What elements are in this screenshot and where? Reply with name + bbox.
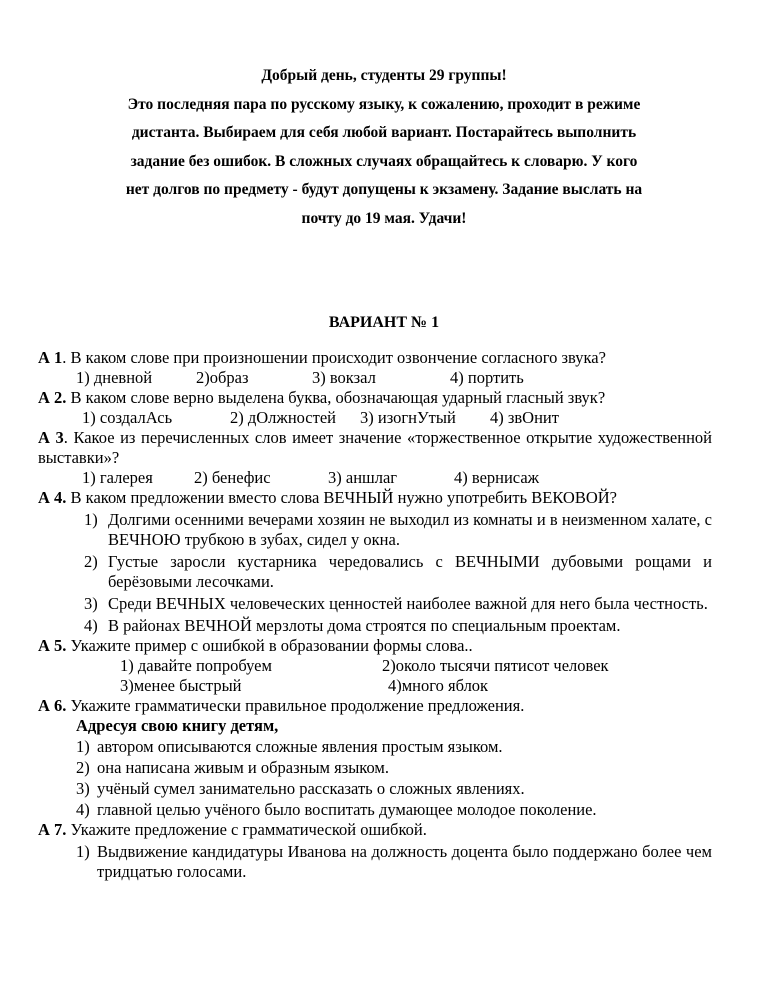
answer-number: 2) bbox=[84, 552, 98, 571]
answer-option: 3)менее быстрый bbox=[120, 676, 242, 695]
question-text: Укажите пример с ошибкой в образовании формы слова.. bbox=[66, 636, 473, 655]
question-a5 bbox=[38, 636, 712, 656]
answer-options bbox=[38, 368, 712, 388]
answer-option: 3) вокзал bbox=[312, 368, 376, 387]
answer-options bbox=[38, 468, 712, 488]
answer-text: В районах ВЕЧНОЙ мерзлоты дома строятся по специальным проектам. bbox=[108, 616, 621, 635]
question-a3 bbox=[38, 428, 712, 468]
answer-options bbox=[38, 656, 712, 676]
answer-option: 1) дневной bbox=[76, 368, 153, 387]
question-a7 bbox=[38, 820, 712, 840]
answer-text: Выдвижение кандидатуры Иванова на должность доцента было поддержано более чем тридцатью голосами. bbox=[97, 842, 712, 881]
intro-line: Добрый день, студенты 29 группы! bbox=[261, 67, 507, 84]
question-a2 bbox=[38, 388, 712, 408]
answer-option: 2)около тысячи пятисот человек bbox=[382, 656, 609, 675]
answer-number: 1) bbox=[84, 510, 98, 529]
answer-option: 4) вернисаж bbox=[454, 468, 540, 487]
answer-number: 2) bbox=[76, 758, 90, 777]
question-a1 bbox=[38, 348, 712, 368]
answer-option: 3) аншлаг bbox=[328, 468, 398, 487]
answer-number: 1) bbox=[76, 737, 90, 756]
answer-options bbox=[38, 676, 712, 696]
answer-text: главной целью учёного было воспитать думающее молодое поколение. bbox=[97, 800, 597, 819]
answer-text: она написана живым и образным языком. bbox=[97, 758, 389, 777]
intro-message bbox=[60, 62, 708, 233]
answer-option: 3) изогнУтый bbox=[360, 408, 456, 427]
intro-line: Это последняя пара по русскому языку, к сожалению, проходит в режиме bbox=[127, 95, 641, 113]
question-label: А 2. bbox=[38, 388, 67, 407]
question-text: Укажите предложение с грамматической ошибкой. bbox=[66, 820, 427, 839]
answer-option: 4) портить bbox=[450, 368, 524, 387]
answer-item bbox=[38, 737, 712, 757]
answer-text: Густые заросли кустарника чередовались с ВЕЧНЫМИ дубовыми рощами и берёзовыми лесочками. bbox=[108, 552, 712, 591]
answer-item bbox=[38, 594, 712, 614]
answer-item bbox=[38, 800, 712, 820]
answer-text: автором описываются сложные явления простым языком. bbox=[97, 737, 503, 756]
intro-line: почту до 19 мая. Удачи! bbox=[301, 209, 467, 227]
question-label: А 4. bbox=[38, 488, 67, 507]
answer-item bbox=[38, 758, 712, 778]
answer-item bbox=[38, 552, 712, 592]
answer-option: 1) галерея bbox=[82, 468, 153, 487]
answer-text: учёный сумел занимательно рассказать о сложных явлениях. bbox=[97, 779, 525, 798]
answer-number: 3) bbox=[76, 779, 90, 798]
question-text: В каком предложении вместо слова ВЕЧНЫЙ нужно употребить ВЕКОВОЙ? bbox=[66, 488, 617, 507]
answer-item bbox=[38, 616, 712, 636]
answer-option: 2) бенефис bbox=[194, 468, 271, 487]
answer-number: 1) bbox=[76, 842, 90, 861]
answer-number: 3) bbox=[84, 594, 98, 613]
answer-text: Среди ВЕЧНЫХ человеческих ценностей наиболее важной для него была честность. bbox=[108, 594, 708, 613]
answer-option: 1) создалАсь bbox=[82, 408, 173, 427]
answer-option: 2)образ bbox=[196, 368, 249, 387]
question-label: А 7. bbox=[38, 820, 67, 839]
variant-title: ВАРИАНТ № 1 bbox=[328, 314, 440, 331]
question-a4 bbox=[38, 488, 712, 508]
intro-line: дистанта. Выбираем для себя любой вариант. Постарайтесь выполнить bbox=[131, 124, 637, 141]
question-a6 bbox=[38, 696, 712, 716]
question-text: . В каком слове при произношении происходит озвончение согласного звука? bbox=[62, 348, 606, 367]
answer-option: 2) дОлжностей bbox=[230, 408, 336, 427]
answer-option: 4) звОнит bbox=[490, 408, 559, 427]
question-text: В каком слове верно выделена буква, обозначающая ударный гласный звук? bbox=[66, 388, 606, 407]
answer-number: 4) bbox=[76, 800, 90, 819]
answer-item bbox=[38, 510, 712, 550]
question-label: А 5. bbox=[38, 636, 67, 655]
question-text: Укажите грамматически правильное продолжение предложения. bbox=[66, 696, 525, 715]
intro-line: нет долгов по предмету - будут допущены к экзамену. Задание выслать на bbox=[125, 181, 643, 198]
answer-number: 4) bbox=[84, 616, 98, 635]
sentence-beginning: Адресуя свою книгу детям, bbox=[76, 716, 279, 735]
answer-text: Долгими осенними вечерами хозяин не выходил из комнаты и в неизменном халате, с ВЕЧНОЮ трубкою в зубах, сидел у окна. bbox=[108, 510, 712, 549]
answer-option: 4)много яблок bbox=[388, 676, 489, 695]
questions bbox=[38, 348, 712, 882]
intro-line: задание без ошибок. В сложных случаях обращайтесь к словарю. У кого bbox=[130, 152, 638, 170]
question-label: А 6. bbox=[38, 696, 67, 715]
question-text: . Какое из перечисленных слов имеет значение «торжественное открытие художественной выставки»? bbox=[38, 428, 712, 467]
question-label: А 1 bbox=[38, 348, 63, 367]
answer-option: 1) давайте попробуем bbox=[120, 656, 272, 675]
question-label: А 3 bbox=[38, 428, 64, 447]
answer-item bbox=[38, 779, 712, 799]
answer-options bbox=[38, 408, 712, 428]
answer-item bbox=[38, 842, 712, 882]
